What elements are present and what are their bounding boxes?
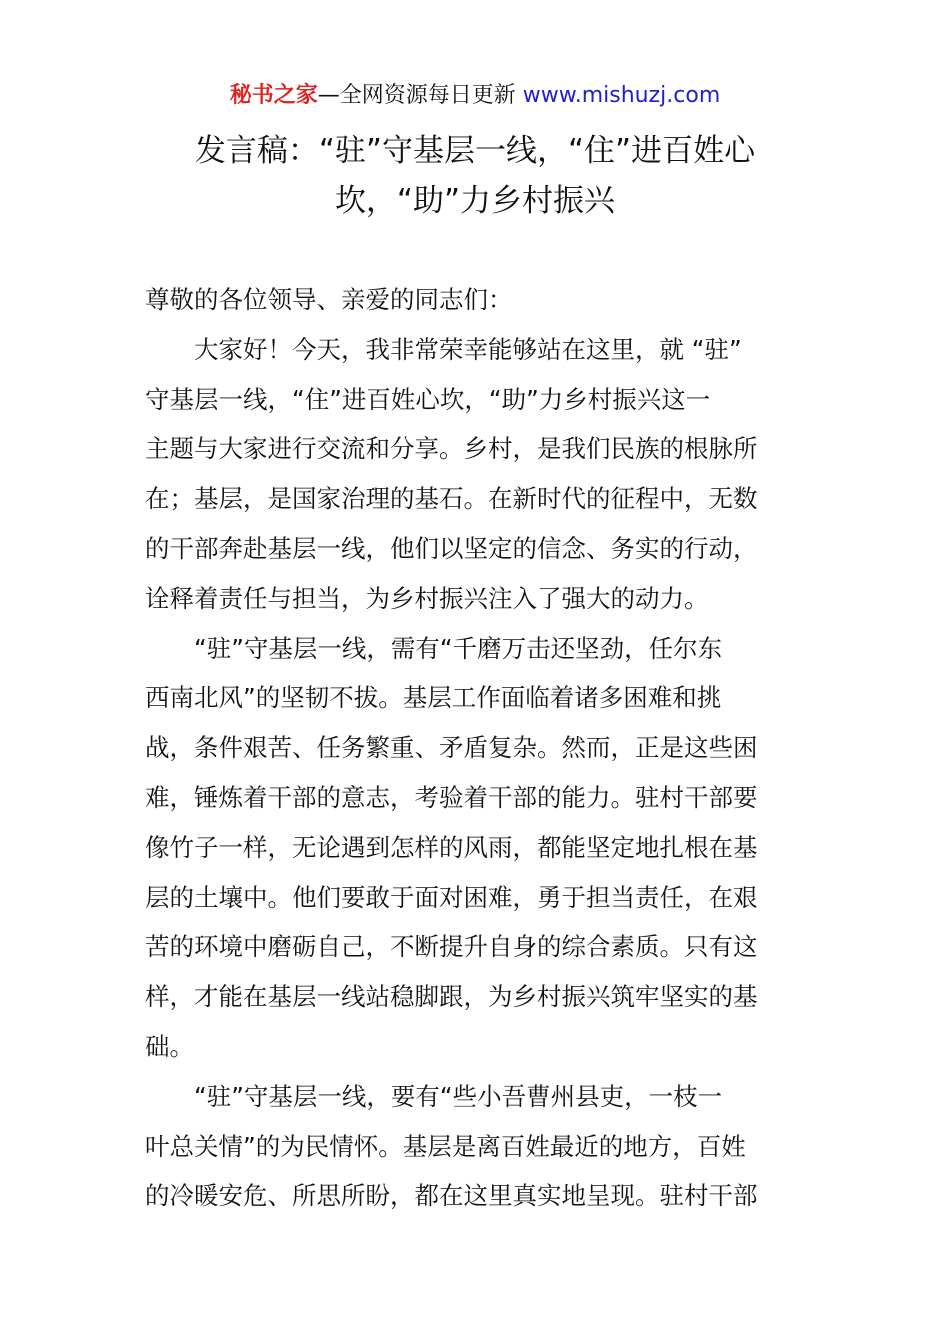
body-line: 在；基层，是国家治理的基石。在新时代的征程中，无数: [145, 484, 758, 514]
salutation: 尊敬的各位领导、亲爱的同志们：: [145, 285, 513, 314]
site-header: [0, 80, 950, 112]
body-line: 主题与大家进行交流和分享。乡村，是我们民族的根脉所: [145, 434, 758, 464]
site-url-link[interactable]: www.mishuzj.com: [522, 83, 721, 108]
body-line: 难，锤炼着干部的意志，考验着干部的能力。驻村干部要: [145, 782, 758, 812]
title-line: 坎，“助”力乡村振兴: [334, 183, 616, 219]
body-line: 西南北风”的坚韧不拔。基层工作面临着诸多困难和挑: [145, 683, 722, 713]
body-line: 大家好！今天，我非常荣幸能够站在这里，就 “驻”: [194, 334, 742, 364]
site-tagline: —全网资源每日更新: [317, 83, 523, 108]
body-line: 础。: [145, 1031, 194, 1061]
body-line: 战，条件艰苦、任务繁重、矛盾复杂。然而，正是这些困: [145, 733, 758, 763]
body-line: 守基层一线，“住”进百姓心坎，“助”力乡村振兴这一: [145, 384, 711, 414]
body-line: 层的土壤中。他们要敢于面对困难，勇于担当责任，在艰: [145, 882, 758, 912]
body-line: 叶总关情”的为民情怀。基层是离百姓最近的地方，百姓: [145, 1131, 746, 1161]
site-brand: 秘书之家: [229, 83, 318, 108]
document-body: [145, 275, 808, 1221]
body-line: 的干部奔赴基层一线，他们以坚定的信念、务实的行动，: [145, 533, 758, 563]
body-line: 的冷暖安危、所思所盼，都在这里真实地呈现。驻村干部: [145, 1181, 758, 1211]
body-line: 样，才能在基层一线站稳脚跟，为乡村振兴筑牢坚实的基: [145, 982, 758, 1012]
body-line: 诠释着责任与担当，为乡村振兴注入了强大的动力。: [145, 583, 709, 613]
body-line: 像竹子一样，无论遇到怎样的风雨，都能坚定地扎根在基: [145, 832, 758, 862]
body-line: “驻”守基层一线，需有“千磨万击还坚劲，任尔东: [194, 633, 723, 663]
body-line: “驻”守基层一线，要有“些小吾曹州县吏，一枝一: [194, 1081, 723, 1111]
document-title: [140, 126, 810, 226]
title-line: 发言稿：“驻”守基层一线，“住”进百姓心: [194, 133, 756, 169]
body-line: 苦的环境中磨砺自己，不断提升自身的综合素质。只有这: [145, 932, 758, 962]
